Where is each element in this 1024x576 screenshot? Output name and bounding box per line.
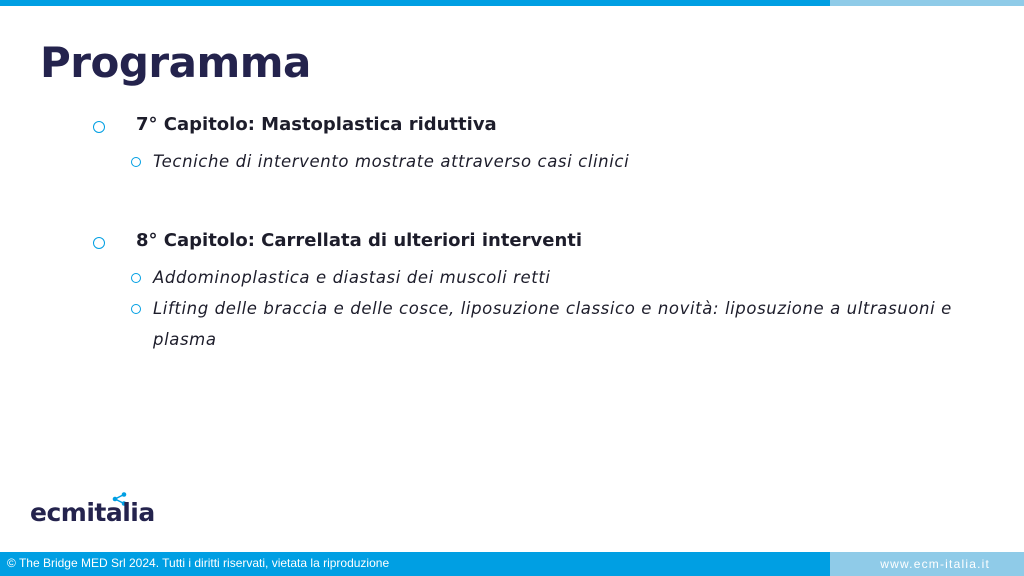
footer-copyright: © The Bridge MED Srl 2024. Tutti i diritti riservati, vietata la riproduzione <box>7 556 390 570</box>
list-item: Addominoplastica e diastasi dei muscoli retti <box>153 268 551 287</box>
bullet-icon <box>93 237 105 249</box>
footer-bar <box>0 552 830 576</box>
sub-bullet-icon <box>131 273 141 283</box>
list-item: Lifting delle braccia e delle cosce, liposuzione classico e novità: liposuzione a ultrasuoni e plasma <box>153 299 952 349</box>
ecmitalia-logo <box>30 492 170 532</box>
bullet-icon <box>93 121 105 133</box>
chapter-heading-8: 8° Capitolo: Carrellata di ulteriori interventi <box>136 230 583 251</box>
chapter-heading-7: 7° Capitolo: Mastoplastica riduttiva <box>136 114 497 135</box>
slide-title: Programma <box>40 38 311 87</box>
sub-bullet-icon <box>131 304 141 314</box>
sub-bullet-icon <box>131 157 141 167</box>
list-item: Tecniche di intervento mostrate attraverso casi clinici <box>153 152 630 171</box>
footer-website-link[interactable]: www.ecm-italia.it <box>880 557 990 571</box>
logo-text: ecmitalia <box>30 498 155 527</box>
footer-bar-light <box>830 552 1024 576</box>
